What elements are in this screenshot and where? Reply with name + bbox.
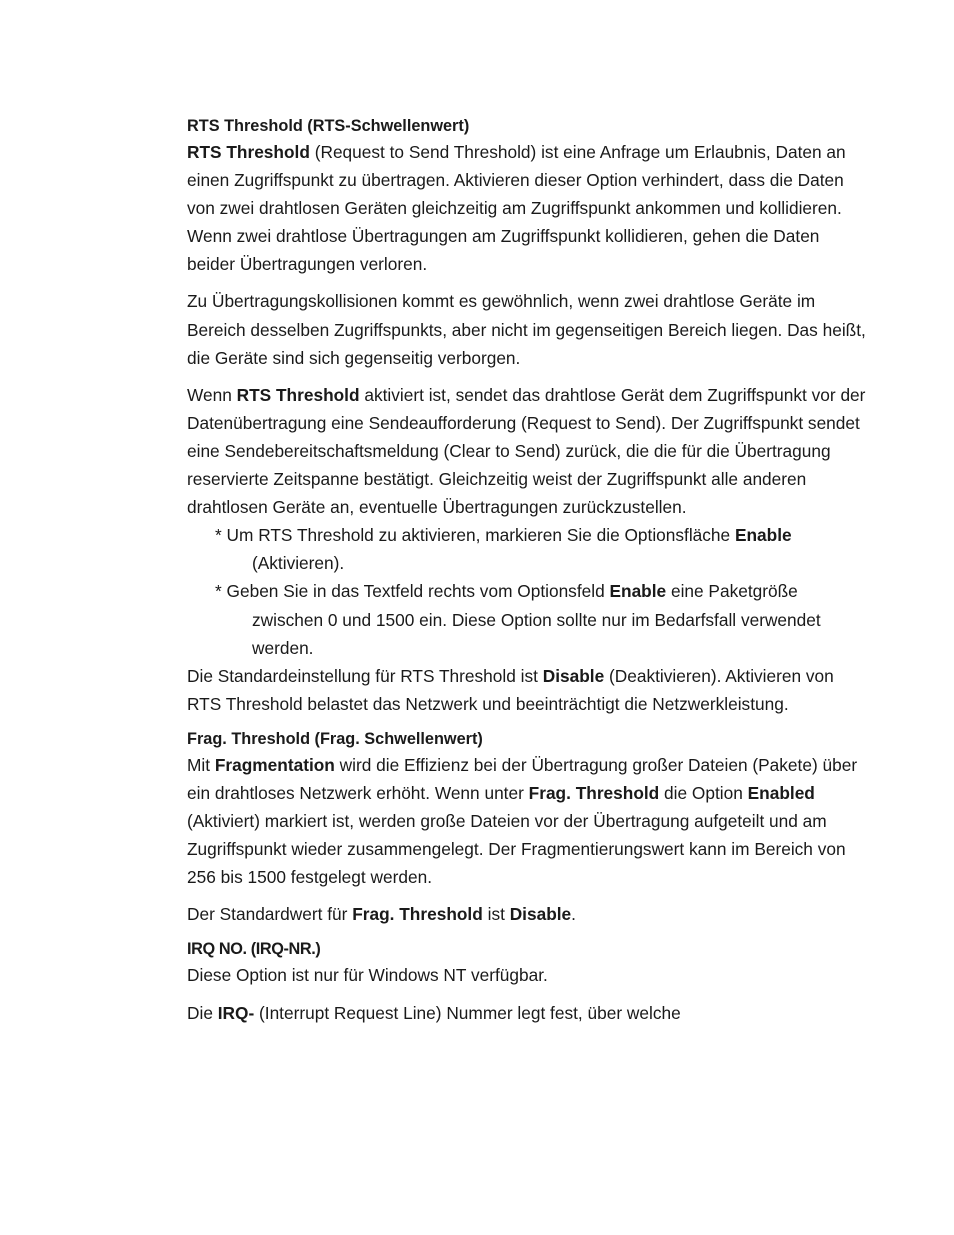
paragraph-rts-default <box>187 662 867 718</box>
paragraph-frag-default <box>187 900 867 928</box>
paragraph-irq-description <box>187 999 867 1027</box>
bold-term: Disable <box>509 904 572 925</box>
text-run: (Aktiviert) markiert ist, werden große Dateien vor der Übertragung aufgeteilt und am Zugriffspunkt wieder zusammengelegt. Der Fragmentierungswert kann im Bereich von 256 bis 1500 festgelegt werden. <box>187 811 846 888</box>
text-run: * Geben Sie in das Textfeld rechts vom Optionsfeld <box>215 581 610 602</box>
bold-term: RTS Threshold <box>236 384 360 405</box>
section-heading-irq: IRQ NO. (IRQ-NR.) <box>187 940 321 959</box>
text-run: (Aktivieren). <box>252 553 345 574</box>
instruction-list <box>187 521 867 661</box>
text-run: eine Paketgröße zwischen 0 und 1500 ein. Diese Option sollte nur im Bedarfsfall verwendet werden. <box>252 581 821 658</box>
list-item <box>187 577 867 661</box>
bold-term: Enabled <box>747 782 815 803</box>
bold-term: IRQ- <box>217 1002 255 1023</box>
text-run: wird die Effizienz bei der Übertragung großer Dateien (Pakete) über ein drahtloses Netzwerk erhöht. Wenn unter <box>187 754 858 803</box>
text-run: (Interrupt Request Line) Nummer legt fest, über welche <box>254 1002 681 1023</box>
paragraph-rts-collisions: Zu Übertragungskollisionen kommt es gewöhnlich, wenn zwei drahtlose Geräte im Bereich desselben Zugriffspunkts, aber nicht im gegenseitigen Bereich liegen. Das heißt, die Geräte sind sich gegenseitig verborgen. <box>187 291 866 368</box>
text-run: . <box>571 904 576 925</box>
bold-term: Frag. Threshold <box>352 904 483 925</box>
paragraph-irq-availability: Diese Option ist nur für Windows NT verfügbar. <box>187 965 548 986</box>
bold-term: Enable <box>734 525 792 546</box>
text-run: Mit <box>187 754 215 775</box>
text-run: Wenn <box>187 384 237 405</box>
bold-term: Enable <box>609 581 667 602</box>
list-item <box>187 521 867 577</box>
text-run: die Option <box>659 782 748 803</box>
bold-term: RTS Threshold <box>187 142 310 162</box>
section-heading-rts: RTS Threshold (RTS-Schwellenwert) <box>187 117 470 135</box>
text-run: aktiviert ist, sendet das drahtlose Gerät dem Zugriffspunkt vor der Datenübertragung eine Sendeaufforderung (Request to Send). Der Zugriffspunkt sendet eine Sendebereitschaftsmeldung (Clear to Send) zurück, die die für die Übertragung reservierte Zeitspanne bestätigt. Gleichzeitig weist der Zugriffspunkt alle anderen drahtlosen Geräte an, eventuelle Übertragungen zurückzustellen. <box>187 384 866 518</box>
text-run: Der Standardwert für <box>187 904 353 925</box>
section-heading-frag: Frag. Threshold (Frag. Schwellenwert) <box>187 729 483 748</box>
paragraph-rts-intro <box>187 138 867 278</box>
text-run: (Request to Send Threshold) ist eine Anfrage um Erlaubnis, Daten an einen Zugriffspunkt zu übertragen. Aktivieren dieser Option verhindert, dass die Daten von zwei drahtlosen Geräten gleichzeitig am Zugriffspunkt ankommen und kollidieren. Wenn zwei drahtlose Übertragungen am Zugriffspunkt kollidieren, gehen die Daten beider Übertragungen verloren. <box>187 142 846 275</box>
paragraph-frag-intro <box>187 751 867 891</box>
text-run: (Deaktivieren). Aktivieren von RTS Threshold belastet das Netzwerk und beeinträchtigt die Netzwerkleistung. <box>187 665 834 714</box>
text-run: Die <box>187 1002 218 1023</box>
bold-term: Disable <box>542 665 605 686</box>
document-page <box>187 114 867 1036</box>
text-run: ist <box>482 904 510 925</box>
paragraph-rts-procedure <box>187 381 867 521</box>
bold-term: Fragmentation <box>214 754 335 775</box>
text-run: Die Standardeinstellung für RTS Threshold ist <box>187 665 543 686</box>
text-run: * Um RTS Threshold zu aktivieren, markieren Sie die Optionsfläche <box>215 525 735 546</box>
bold-term: Frag. Threshold <box>528 782 660 803</box>
